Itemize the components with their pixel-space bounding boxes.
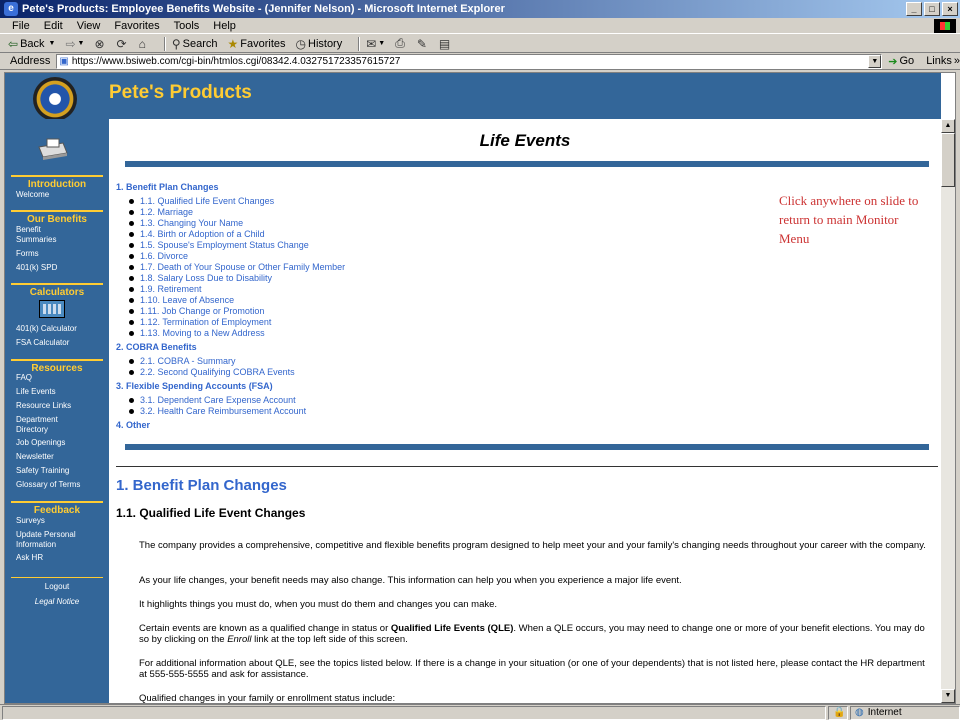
favorites-button[interactable] — [228, 37, 286, 51]
toolbar — [0, 35, 960, 53]
toc-item[interactable] — [129, 262, 345, 272]
links-chevron-icon[interactable]: » — [953, 55, 960, 67]
mail-button[interactable] — [366, 37, 385, 51]
paragraph — [139, 623, 929, 645]
toc-item[interactable] — [129, 317, 271, 327]
home-button[interactable] — [139, 37, 148, 51]
window-title-bar — [0, 0, 960, 18]
toc-divider — [125, 444, 929, 450]
sidebar-heading-our-benefits: Our Benefits — [11, 210, 103, 225]
toc-item-label[interactable]: 3.2. Health Care Reimbursement Account — [140, 406, 307, 416]
refresh-button[interactable] — [117, 37, 129, 51]
go-button[interactable] — [888, 55, 914, 68]
home-icon: ⌂ — [138, 36, 146, 51]
toc-item[interactable] — [129, 251, 188, 261]
toc-item[interactable] — [129, 295, 234, 305]
go-label: Go — [899, 55, 915, 67]
mail-icon: ✉ — [366, 36, 377, 51]
scrollbar-thumb[interactable] — [941, 133, 955, 187]
vertical-scrollbar[interactable] — [941, 119, 955, 703]
paragraph-text: link at the top left side of this screen. — [251, 634, 408, 645]
maximize-button[interactable]: □ — [924, 2, 940, 16]
menu-edit[interactable]: Edit — [43, 19, 63, 32]
toc-section-4[interactable]: 4. Other — [116, 420, 151, 430]
paragraph: It highlights things you must do, when you must do them and changes you can make. — [139, 599, 498, 610]
paragraph-text: Certain events are known as a qualified change in status or — [139, 623, 391, 634]
sidebar-logout[interactable]: Logout — [11, 577, 103, 591]
paragraph: As your life changes, your benefit needs may also change. This information can help you when you experience a major life event. — [139, 575, 682, 586]
close-button[interactable]: × — [942, 2, 958, 16]
toc-item-label[interactable]: 1.11. Job Change or Promotion — [140, 306, 265, 316]
paragraph: Qualified changes in your family or enrollment status include: — [139, 693, 396, 704]
back-arrow-icon: ⇦ — [8, 36, 19, 51]
scroll-down-icon[interactable]: ▼ — [941, 689, 955, 703]
menu-tools[interactable]: Tools — [173, 19, 200, 32]
toc-item-label[interactable]: 1.6. Divorce — [140, 251, 189, 261]
search-button[interactable] — [172, 37, 218, 51]
section-heading: 1. Benefit Plan Changes — [116, 477, 287, 494]
subsection-heading: 1.1. Qualified Life Event Changes — [116, 506, 306, 520]
discuss-icon: ▤ — [438, 36, 451, 51]
forward-dropdown-icon[interactable]: ▼ — [77, 40, 85, 47]
scroll-up-icon[interactable]: ▲ — [941, 119, 955, 133]
menu-favorites[interactable]: Favorites — [114, 19, 160, 32]
edit-button[interactable] — [417, 37, 429, 51]
lock-icon: 🔒 — [828, 706, 848, 720]
menu-view[interactable]: View — [76, 19, 101, 32]
sidebar-item-401k-spd[interactable]: 401(k) SPD — [16, 263, 58, 272]
go-arrow-icon: ➔ — [888, 55, 898, 68]
toolbar-separator — [164, 37, 166, 51]
menu-file[interactable]: File — [12, 19, 30, 32]
forward-arrow-icon: ⇨ — [65, 36, 76, 51]
toc-item-label[interactable]: 2.1. COBRA - Summary — [140, 356, 236, 366]
sidebar-item-faq[interactable]: FAQ — [16, 373, 33, 382]
sidebar-item-benefit-summaries[interactable]: Benefit Summaries — [16, 225, 57, 244]
window-title: Pete's Products: Employee Benefits Website - (Jennifer Nelson) - Microsoft Internet Explorer — [22, 3, 505, 15]
address-label: Address — [10, 55, 51, 67]
main-content — [109, 119, 941, 704]
toc-item[interactable] — [129, 367, 295, 377]
sidebar-item-forms[interactable]: Forms — [16, 249, 39, 258]
toc-item-label[interactable]: 1.1. Qualified Life Event Changes — [140, 196, 275, 206]
mail-dropdown-icon[interactable]: ▼ — [378, 40, 386, 47]
toc-item-label[interactable]: 1.3. Changing Your Name — [140, 218, 244, 228]
favorites-icon: ★ — [227, 36, 239, 51]
sidebar-item-life-events[interactable]: Life Events — [16, 387, 56, 396]
address-bar — [0, 53, 960, 70]
toc-item-label[interactable]: 1.8. Salary Loss Due to Disability — [140, 273, 273, 283]
toc-item[interactable] — [129, 395, 296, 405]
stop-icon: ⊗ — [94, 36, 105, 51]
history-button[interactable] — [296, 37, 343, 51]
sidebar-item-glossary-of-terms[interactable]: Glossary of Terms — [16, 480, 81, 489]
toc-item-label[interactable]: 1.5. Spouse's Employment Status Change — [140, 240, 309, 250]
toc-item[interactable] — [129, 273, 272, 283]
discuss-button[interactable] — [439, 37, 452, 51]
return-to-menu-note[interactable]: Click anywhere on slide to return to main Monitor Menu — [779, 193, 919, 246]
sidebar-item-resource-links[interactable]: Resource Links — [16, 401, 72, 410]
address-url: https://www.bsiweb.com/cgi-bin/htmlos.cgi/08342.4.032751723357615727 — [71, 55, 401, 67]
toc-item[interactable] — [129, 306, 264, 316]
calculator-icon[interactable] — [39, 300, 65, 318]
toc-item[interactable] — [129, 240, 309, 250]
toc-item[interactable] — [129, 328, 265, 338]
search-label: Search — [182, 37, 218, 50]
sidebar-legal-notice[interactable]: Legal Notice — [34, 597, 80, 606]
page-title: Life Events — [479, 131, 571, 150]
toc-item[interactable] — [129, 406, 306, 416]
sidebar-heading-feedback: Feedback — [11, 501, 103, 516]
toc-item[interactable] — [129, 218, 243, 228]
toolbar-separator — [358, 37, 360, 51]
toc-item[interactable] — [129, 356, 236, 366]
windows-logo-icon — [934, 19, 956, 33]
site-title: Pete's Products — [109, 82, 252, 103]
toc-section-2[interactable]: 2. COBRA Benefits — [116, 342, 197, 352]
toc-item-label[interactable]: 1.7. Death of Your Spouse or Other Family Member — [140, 262, 346, 272]
edit-icon: ✎ — [416, 36, 427, 51]
stop-button[interactable] — [94, 37, 106, 51]
printer-icon[interactable] — [35, 137, 69, 161]
back-button[interactable] — [8, 37, 55, 51]
back-dropdown-icon[interactable]: ▼ — [48, 40, 56, 47]
menu-bar — [0, 18, 960, 34]
sidebar-item-welcome[interactable]: Welcome — [16, 190, 50, 199]
forward-button[interactable] — [65, 37, 84, 51]
sidebar-item-update-personal-information[interactable]: Update Personal Information — [16, 530, 76, 549]
sidebar — [5, 119, 109, 704]
paragraph: For additional information about QLE, see the topics listed below. If there is a change in your situation (or one of your dependents) that is not listed here, please contact the HR department at 555-555-5555 and ask for assistance. — [139, 658, 925, 680]
company-logo — [33, 77, 77, 121]
sidebar-item-401k-calculator[interactable]: 401(k) Calculator — [16, 324, 77, 333]
toc-item[interactable] — [129, 196, 274, 206]
toc-item-label[interactable]: 1.4. Birth or Adoption of a Child — [140, 229, 265, 239]
page-icon: ▣ — [59, 55, 69, 67]
toc-section-3[interactable]: 3. Flexible Spending Accounts (FSA) — [116, 381, 273, 391]
sidebar-item-department-directory[interactable]: Department Directory — [16, 415, 58, 434]
ie-icon: e — [4, 2, 18, 16]
toc-item-label[interactable]: 2.2. Second Qualifying COBRA Events — [140, 367, 295, 377]
horizontal-rule — [116, 466, 938, 467]
sidebar-heading-introduction: Introduction — [11, 175, 103, 190]
paragraph-text: . When a QLE occurs, you may need to change one or more of your benefit elections. You may do so by clicking on the — [139, 623, 925, 645]
print-button[interactable] — [395, 36, 407, 51]
toc-item-label[interactable]: 1.2. Marriage — [140, 207, 194, 217]
zone-label: Internet — [867, 707, 902, 718]
title-divider — [125, 161, 929, 167]
toc-item-label[interactable]: 1.12. Termination of Employment — [140, 317, 272, 327]
address-dropdown-icon[interactable]: ▼ — [868, 55, 881, 68]
zone-indicator — [850, 706, 960, 720]
browser-viewport — [4, 72, 956, 704]
sidebar-item-safety-training[interactable]: Safety Training — [16, 466, 70, 475]
print-icon: ⎙ — [395, 36, 405, 50]
site-header — [5, 73, 941, 119]
sidebar-item-ask-hr[interactable]: Ask HR — [16, 553, 44, 562]
sidebar-item-fsa-calculator[interactable]: FSA Calculator — [16, 338, 70, 347]
paragraph: The company provides a comprehensive, competitive and flexible benefits program designed to help meet your and your family's changing needs throughout your career with the company. — [139, 540, 926, 551]
qle-term: Qualified Life Events (QLE) — [390, 623, 514, 634]
address-input[interactable] — [56, 54, 882, 69]
enroll-term: Enroll — [227, 634, 252, 645]
toc-section-1[interactable]: 1. Benefit Plan Changes — [116, 182, 219, 192]
toc-item-label[interactable]: 1.13. Moving to a New Address — [140, 328, 265, 338]
history-label: History — [308, 37, 343, 50]
search-icon: ⚲ — [171, 36, 181, 51]
toc-item[interactable] — [129, 207, 193, 217]
status-bar — [0, 704, 960, 720]
sidebar-item-job-openings[interactable]: Job Openings — [16, 438, 66, 447]
toc-item[interactable] — [129, 229, 265, 239]
sidebar-heading-resources: Resources — [11, 359, 103, 374]
history-icon: ◷ — [295, 36, 306, 51]
back-label: Back — [20, 37, 45, 50]
favorites-label: Favorites — [240, 37, 286, 50]
toc-item[interactable] — [129, 284, 202, 294]
toc-item-label[interactable]: 1.10. Leave of Absence — [140, 295, 235, 305]
toc-item-label[interactable]: 1.9. Retirement — [140, 284, 202, 294]
refresh-icon: ⟳ — [116, 36, 127, 51]
toc-item-label[interactable]: 3.1. Dependent Care Expense Account — [140, 395, 296, 405]
links-button[interactable]: Links — [926, 55, 952, 67]
sidebar-item-surveys[interactable]: Surveys — [16, 516, 45, 525]
internet-globe-icon: ◍ — [855, 707, 864, 718]
status-text-area — [2, 706, 826, 720]
minimize-button[interactable]: _ — [906, 2, 922, 16]
sidebar-item-newsletter[interactable]: Newsletter — [16, 452, 54, 461]
sidebar-heading-calculators: Calculators — [11, 283, 103, 298]
menu-help[interactable]: Help — [213, 19, 236, 32]
